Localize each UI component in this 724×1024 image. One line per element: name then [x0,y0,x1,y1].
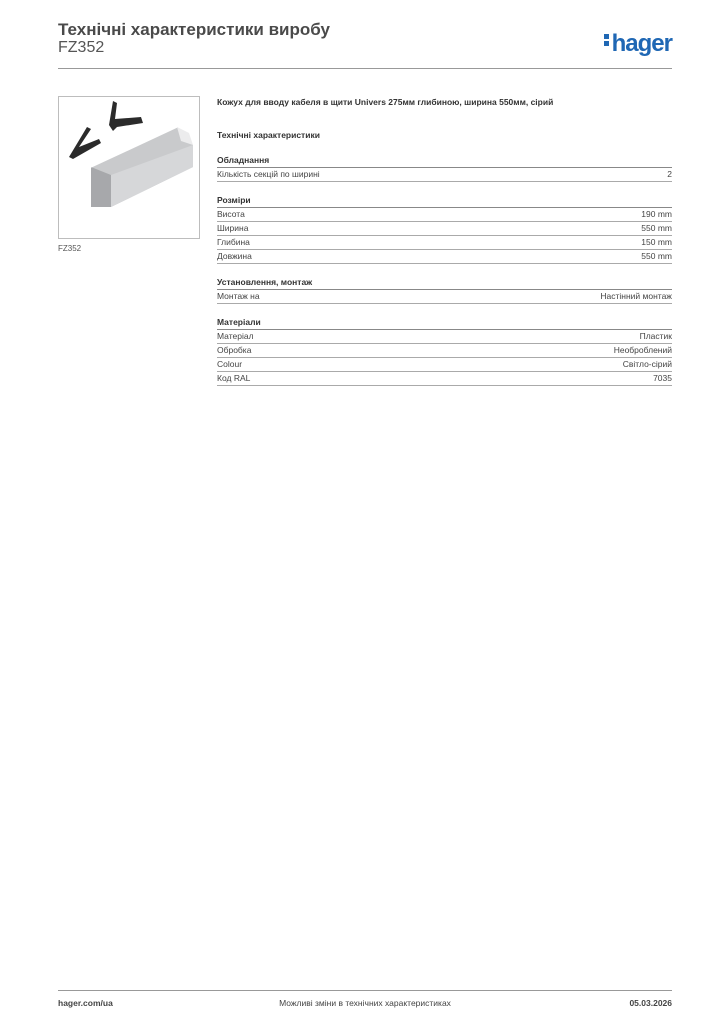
product-image [58,96,200,239]
page-title: Технічні характеристики виробу [58,20,330,39]
page-header [58,20,672,68]
spec-value: Необроблений [613,345,672,355]
spec-row [217,290,672,304]
spec-label: Глибина [217,237,250,247]
spec-value: 7035 [653,373,672,383]
section-title: Обладнання [217,155,672,168]
footer-website-link[interactable]: hager.com/ua [58,998,113,1008]
spec-value: 190 mm [641,209,672,219]
spec-row [217,344,672,358]
footer-divider [58,990,672,991]
hager-logo [604,30,672,58]
spec-row [217,330,672,344]
footer-note: Можливі зміни в технічних характеристиках [279,998,451,1008]
spec-value: 550 mm [641,251,672,261]
spec-row [217,222,672,236]
cable-cover-illustration [59,97,199,238]
header-divider [58,68,672,69]
logo-text: hager [611,30,672,57]
spec-value: 150 mm [641,237,672,247]
spec-label: Код RAL [217,373,251,383]
section-title: Матеріали [217,317,672,330]
spec-row [217,250,672,264]
spec-row [217,208,672,222]
spec-label: Матеріал [217,331,254,341]
section-title: Розміри [217,195,672,208]
spec-label: Висота [217,209,245,219]
spec-section-equipment [217,155,672,182]
section-title: Установлення, монтаж [217,277,672,290]
spec-section-dimensions [217,195,672,264]
spec-value: 2 [667,169,672,179]
spec-value: Світло-сірий [622,359,672,369]
spec-label: Кількість секцій по ширині [217,169,320,179]
spec-label: Монтаж на [217,291,260,301]
spec-value: Настінний монтаж [600,291,672,301]
spec-value: 550 mm [641,223,672,233]
bracket-left [69,127,101,159]
product-description: Кожух для вводу кабеля в щити Univers 275мм глибиною, ширина 550мм, сірий [217,97,554,107]
footer-date: 05.03.2026 [629,998,672,1008]
spec-row [217,236,672,250]
image-caption: FZ352 [58,244,82,253]
bracket-right [109,101,143,131]
spec-label: Ширина [217,223,249,233]
spec-row [217,372,672,386]
spec-label: Colour [217,359,243,369]
spec-label: Довжина [217,251,252,261]
product-code: FZ352 [58,39,105,56]
spec-value: Пластик [639,331,672,341]
tech-specs-heading: Технічні характеристики [217,130,320,140]
spec-section-installation [217,277,672,304]
spec-content [217,96,672,386]
spec-label: Обробка [217,345,252,355]
spec-section-materials [217,317,672,386]
spec-row [217,358,672,372]
spec-row [217,168,672,182]
logo-dots-icon [604,32,610,48]
